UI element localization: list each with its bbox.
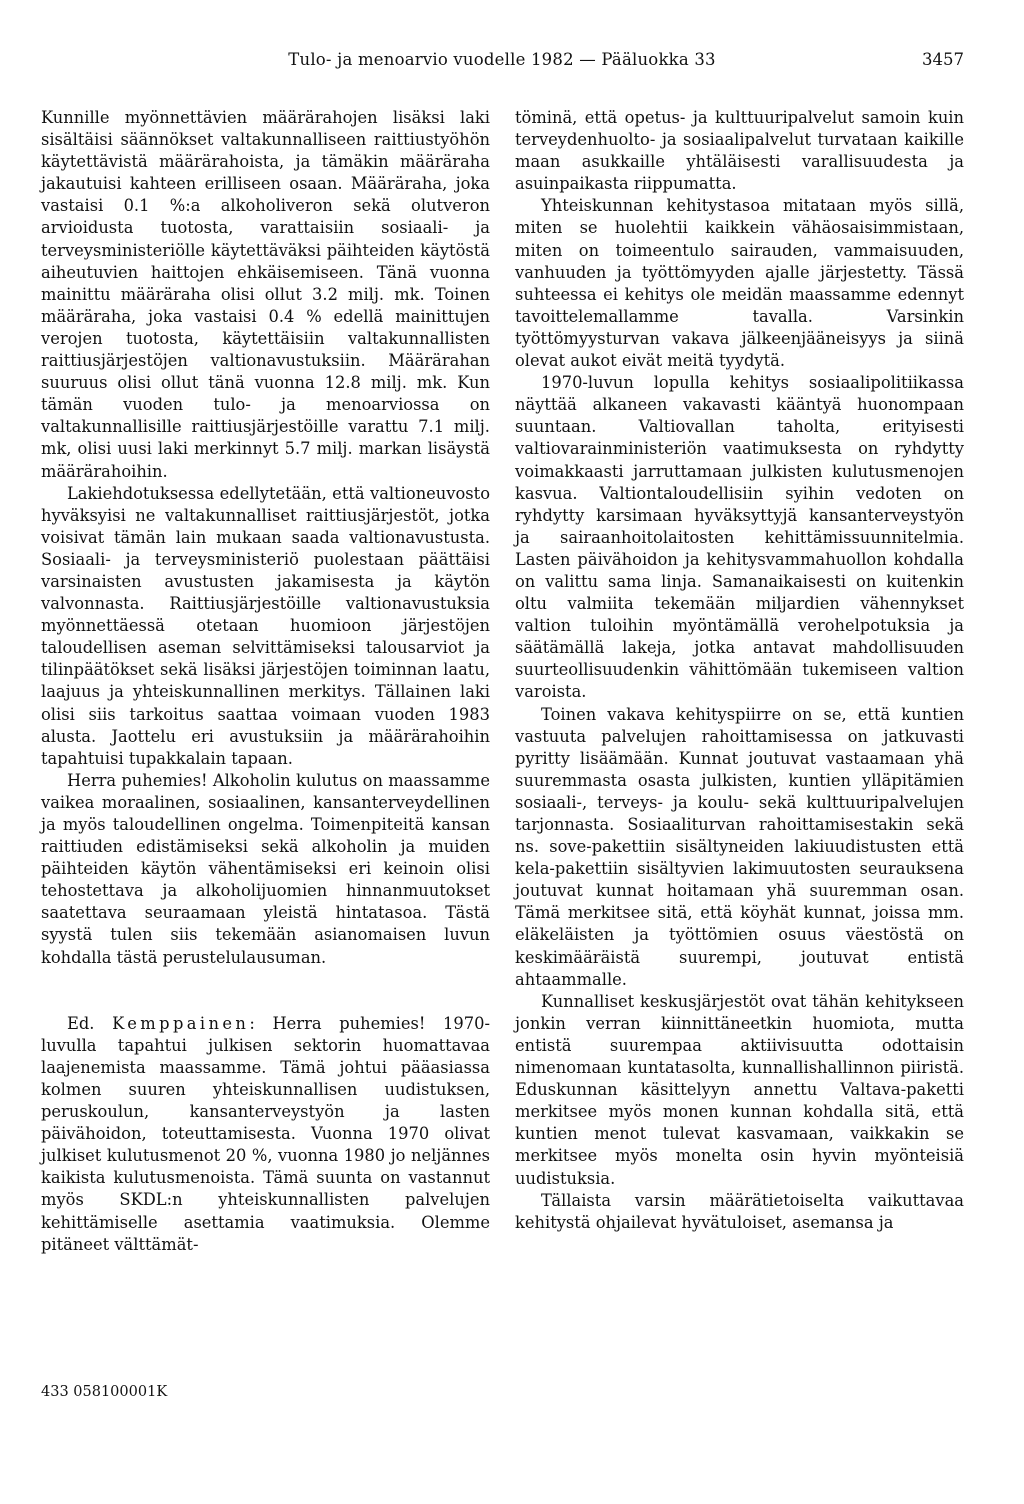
paragraph: Kunnalliset keskusjärjestöt ovat tähän kehitykseen jonkin verran kiinnittäneetkin huomiota, mutta entistä suurempaa aktiivisuutta odottaisin nimenomaan kuntatasolta, kunnallishallinnon piiristä. Eduskunnan käsittelyyn annettu Valtava-paketti merkitsee myös monen kunnan kohdalla sitä, että kuntien menot tulevat kasvamaan, vaikkakin se merkitsee myös monelta osin hyvin myönteisiä uudistuksia.: [515, 991, 964, 1188]
paragraph: Herra puhemies! Alkoholin kulutus on maassamme vaikea moraalinen, sosiaalinen, kansanterveydellinen ja myös taloudellinen ongelma. Toimenpiteitä kansan raittiuden edistämiseksi sekä alkoholin ja muiden päihteiden käytön vähentämiseksi eri keinoin olisi tehostettava ja alkoholijuomien hinnanmuutokset saatettava seuraamaan yleistä hintatasoa. Tästä syystä tulen siis tekemään asianomaisen luvun kohdalla tästä perustelulausuman.: [41, 770, 490, 967]
running-head: Tulo- ja menoarvio vuodelle 1982 — Pääluokka 33: [288, 50, 716, 69]
left-column: [41, 107, 490, 1256]
speaker-prefix: Ed.: [67, 1013, 113, 1033]
paragraph: Yhteiskunnan kehitystasoa mitataan myös sillä, miten se huolehtii kaikkein vähäosaisimmistaan, miten on toimeentulo sairauden, vammaisuuden, vanhuuden ja työttömyyden ajalle järjestetty. Tässä suhteessa ei kehitys ole meidän maassamme edennyt tavoittelemallamme tavalla. Varsinkin työttömyysturvan vakava jälkeenjääneisyys ja siinä olevat aukot eivät meitä tyydytä.: [515, 196, 964, 371]
speech-paragraph: [41, 1013, 490, 1256]
paragraph: Toinen vakava kehityspiirre on se, että kuntien vastuuta palvelujen rahoittamisessa on jatkuvasti pyritty lisäämään. Kunnat joutuvat vastaamaan yhä suuremmasta osasta julkisten, kuntien ylläpitämien sosiaali-, terveys- ja koulu- sekä kulttuuripalvelujen tarjonnasta. Sosiaaliturvan rahoittamisestakin sekä ns. sove-pakettiin sisältyneiden lakiuudistusten että kela-pakettiin sisältyvien lakimuutosten seurauksena joutuvat kunnat hoitamaan yhä suuremman osan. Tämä merkitsee sitä, että köyhät kunnat, joissa mm. eläkeläisten ja työttömien osuus väestöstä on keskimääräistä suurempi, joutuvat entistä ahtaammalle.: [515, 704, 964, 989]
speaker-name: Kemppainen: [112, 1013, 250, 1033]
speech-text: Herra puhemies! 1970-luvulla tapahtui julkisen sektorin huomattavaa laajenemista maassamme. Tämä johtui pääasiassa kolmen suuren yhteiskunnallisen uudistuksen, peruskoulun, kansanterveystyön ja lasten päivähoidon, toteuttamisesta. Vuonna 1970 olivat julkiset kulutusmenot 20 %, vuonna 1980 jo neljännes kaikista kulutusmenoista. Tämä suunta on vastannut myös SKDL:n yhteiskunnallisten palvelujen kehittämiselle asettamia vaatimuksia. Olemme pitäneet välttämät-: [41, 1013, 490, 1254]
paragraph: töminä, että opetus- ja kulttuuripalvelut samoin kuin terveydenhuolto- ja sosiaalipalvelut turvataan kaikille maan asukkaille yhtäläisesti varallisuudesta ja asuinpaikasta riippumatta.: [515, 108, 964, 194]
speaker-colon: :: [249, 1013, 255, 1033]
right-column: [515, 107, 964, 1234]
paragraph: 1970-luvun lopulla kehitys sosiaalipolitiikassa näyttää alkaneen vakavasti kääntyä huonompaan suuntaan. Valtiovallan taholta, erityisesti valtiovarainministeriön vaatimuksesta on ryhdytty voimakkaasti jarruttamaan julkisten kulutusmenojen kasvua. Valtiontaloudellisiin syihin vedoten on ryhdytty karsimaan hyväksyttyjä kansanterveystyön ja sairaanhoitolaitosten kehittämissuunnitelmia. Lasten päivähoidon ja kehitysvammahuollon kohdalla on valittu sama linja. Samanaikaisesti on kuitenkin oltu valmiita tekemään miljardien vähennykset valtion tuloihin myöntämällä verohelpotuksia ja säätämällä lakeja, jotka antavat mahdollisuuden suurteollisuudenkin vähittömään tukemiseen valtion varoista.: [515, 373, 964, 702]
paragraph: Lakiehdotuksessa edellytetään, että valtioneuvosto hyväksyisi ne valtakunnalliset raittiusjärjestöt, jotka voisivat tämän lain mukaan saada valtionavustusta. Sosiaali- ja terveysministeriö puolestaan päättäisi varsinaisten avustusten jakamisesta ja käytön valvonnasta. Raittiusjärjestöille valtionavustuksia myönnettäessä otetaan huomioon järjestöjen taloudellisen aseman selvittämiseksi talousarviot ja tilinpäätökset sekä lisäksi järjestöjen toiminnan laatu, laajuus ja yhteiskunnallinen merkitys. Tällainen laki olisi siis tarkoitus saattaa voimaan vuoden 1983 alusta. Jaottelu eri avustuksiin ja määrärahoihin tapahtuisi tupakkalain tapaan.: [41, 483, 490, 768]
page-header: [40, 50, 964, 76]
paragraph: Kunnille myönnettävien määrärahojen lisäksi laki sisältäisi säännökset valtakunnalliseen raittiustyöhön käytettävistä määrärahoista, ja tämäkin määräraha jakautuisi kahteen erilliseen osaan. Määräraha, joka vastaisi 0.1 %:a alkoholiveron sekä olutveron arvioidusta tuotosta, varattaisiin sosiaali- ja terveysministeriölle käytettäväksi päihteiden käytöstä aiheutuvien haittojen ehkäisemiseen. Tänä vuonna mainittu määräraha olisi ollut 3.2 milj. mk. Toinen määräraha, joka vastaisi 0.4 % edellä mainittujen verojen tuotosta, käytettäisiin valtakunnallisten raittiusjärjestöjen valtionavustuksiin. Määrärahan suuruus olisi ollut tänä vuonna 12.8 milj. mk. Kun tämän vuoden tulo- ja menoarviossa on valtakunnallisille raittiusjärjestöille varattu 7.1 milj. mk, olisi uusi laki merkinnyt 5.7 milj. markan lisäystä määrärahoihin.: [41, 108, 490, 481]
page-number: 3457: [922, 50, 964, 69]
footer-code: 433 058100001K: [41, 1384, 168, 1400]
paragraph: Tällaista varsin määrätietoiselta vaikuttavaa kehitystä ohjailevat hyvätuloiset, asemansa ja: [515, 1190, 964, 1232]
